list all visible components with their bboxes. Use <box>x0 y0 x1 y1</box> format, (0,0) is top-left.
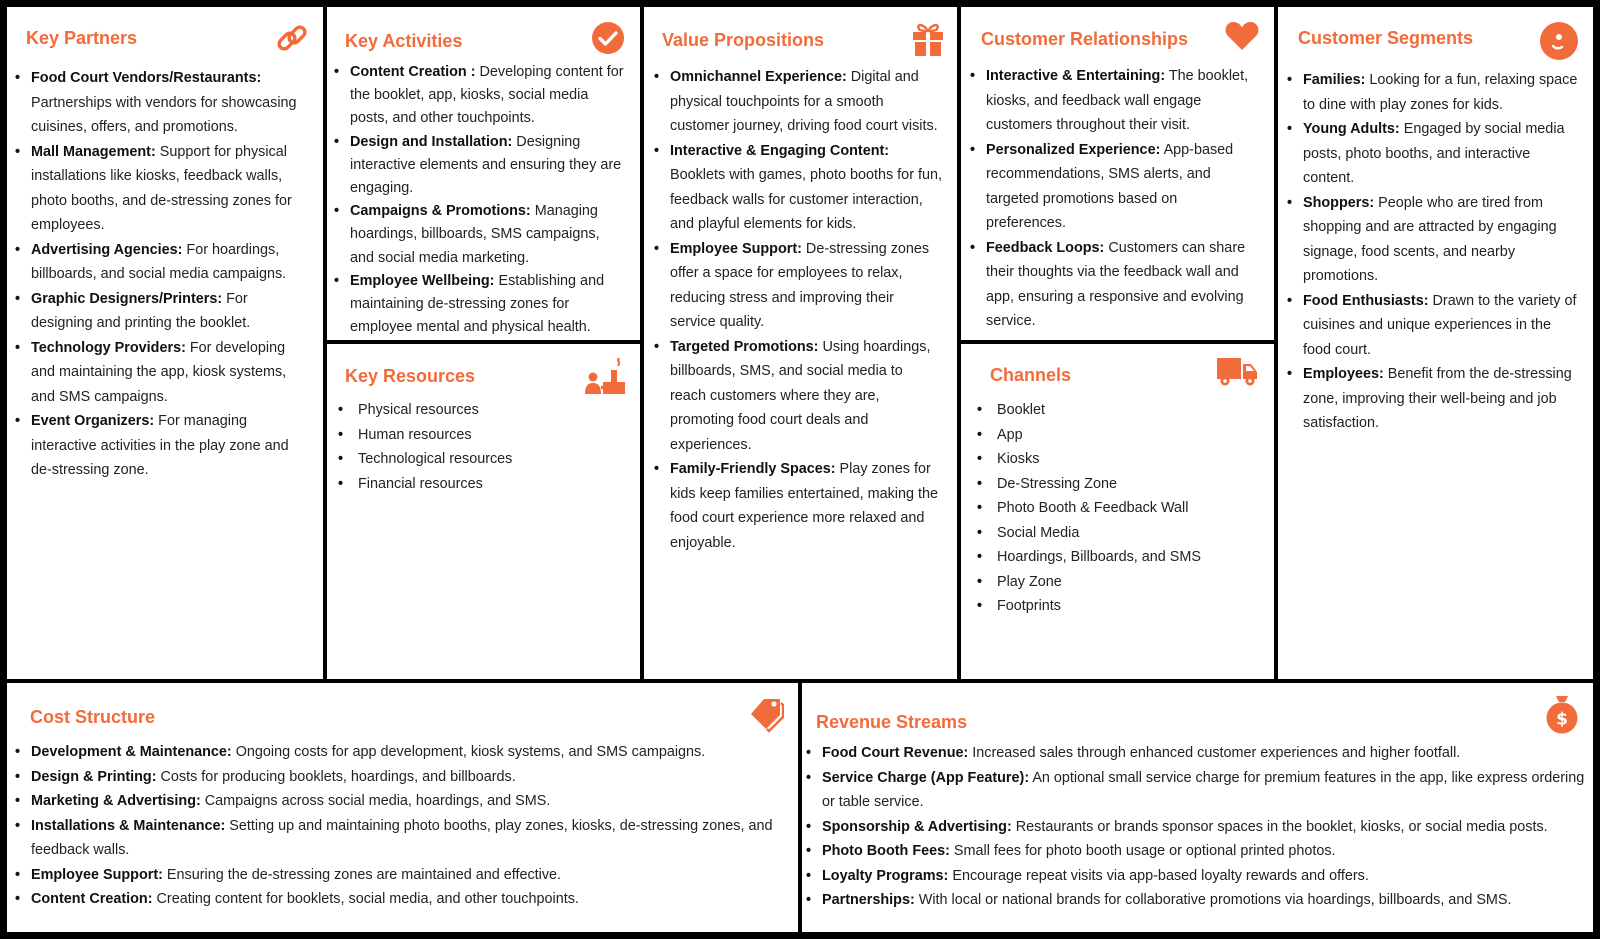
list-item <box>15 863 775 888</box>
list-item <box>1287 191 1579 289</box>
list-item <box>654 457 942 555</box>
item-heading: Photo Booth Fees: <box>822 843 950 859</box>
item-text: Ongoing costs for app development, kiosk systems, and SMS campaigns. <box>231 744 706 760</box>
list-item <box>15 740 775 765</box>
list-item <box>806 766 1586 815</box>
list-item: • Technological resources <box>338 447 618 472</box>
key-resources-title: Key Resources <box>345 366 476 386</box>
key-partners-title: Key Partners <box>26 28 138 48</box>
item-text: Managing hoardings, billboards, SMS campaigns, and social media marketing. <box>350 203 600 266</box>
link-icon <box>275 21 309 55</box>
list-item <box>654 237 942 335</box>
list-item <box>15 887 775 912</box>
list-item <box>334 270 624 340</box>
value-propositions-block <box>644 7 957 679</box>
item-text: Drawn to the variety of cuisines and unique experiences in the food court. <box>1303 292 1577 358</box>
item-text: App-based recommendations, SMS alerts, and targeted promotions based on preferences. <box>986 141 1234 231</box>
list-item <box>970 236 1260 334</box>
cost-structure-title: Cost Structure <box>30 707 156 727</box>
item-heading: Content Creation : <box>350 64 476 80</box>
item-heading: Installations & Maintenance: <box>31 817 226 834</box>
list-item: • Social Media <box>977 521 1257 546</box>
key-activities-list <box>334 61 624 339</box>
item-heading: Sponsorship & Advertising: <box>822 818 1012 835</box>
list-item <box>15 765 775 790</box>
item-heading: Omnichannel Experience: <box>670 69 847 85</box>
revenue-streams-list <box>806 741 1586 913</box>
list-item: • Play Zone <box>977 570 1257 595</box>
item-text: Partnerships with vendors for showcasing cuisines, offers, and promotions. <box>31 94 297 135</box>
list-item: • Financial resources <box>338 472 618 497</box>
item-heading: Young Adults: <box>1303 121 1400 137</box>
item-heading: Food Court Vendors/Restaurants: <box>31 70 262 86</box>
list-item <box>15 336 307 410</box>
item-text: Engaged by social media posts, photo booths, and interactive content. <box>1303 121 1565 186</box>
list-item <box>970 138 1260 236</box>
item-text: Small fees for photo booth usage or optional printed photos. <box>949 843 1336 859</box>
list-item: • Booklet <box>977 398 1257 423</box>
list-item <box>1287 117 1579 191</box>
list-item <box>654 335 942 458</box>
item-text: For developing and maintaining the app, kiosk systems, and SMS campaigns. <box>31 339 287 405</box>
item-text: Increased sales through enhanced customer experiences and higher footfall. <box>968 745 1461 761</box>
item-heading: Partnerships: <box>822 892 915 908</box>
item-heading: Food Court Revenue: <box>822 745 969 761</box>
item-text: Digital and physical touchpoints for a smooth customer journey, driving food court visits. <box>670 69 938 134</box>
item-heading: Marketing & Advertising: <box>31 793 201 809</box>
item-text: For managing interactive activities in the play zone and de-stressing zone. <box>31 413 289 478</box>
channels-list <box>977 398 1257 619</box>
item-heading: Service Charge (App Feature): <box>822 769 1030 786</box>
item-heading: Technology Providers: <box>31 339 186 356</box>
list-item: • Hoardings, Billboards, and SMS <box>977 545 1257 570</box>
list-item: • Physical resources <box>338 398 618 423</box>
list-item <box>654 139 942 237</box>
item-text: Benefit from the de-stressing zone, improving their well-being and job satisfaction. <box>1303 366 1572 431</box>
item-text: People who are tired from shopping and are attracted by engaging signage, food scents, and nearby promotions. <box>1303 194 1557 284</box>
item-text: Costs for producing booklets, hoardings, and billboards. <box>156 768 516 785</box>
list-item <box>15 814 775 863</box>
list-item: • De-Stressing Zone <box>977 472 1257 497</box>
item-heading: Targeted Promotions: <box>670 338 819 355</box>
item-heading: Event Organizers: <box>31 413 155 429</box>
item-heading: Mall Management: <box>31 143 156 160</box>
item-heading: Development & Maintenance: <box>31 744 232 760</box>
key-activities-title: Key Activities <box>345 31 463 51</box>
key-partners-block <box>7 7 323 679</box>
item-text: An optional small service charge for premium features in the app, like express ordering or table service. <box>822 769 1585 810</box>
channels-title: Channels <box>990 365 1072 385</box>
list-item <box>806 815 1586 840</box>
key-activities-block <box>327 7 640 340</box>
truck-icon <box>1216 357 1258 387</box>
item-heading: Employee Support: <box>31 866 163 883</box>
list-item <box>15 66 307 140</box>
item-text: Booklets with games, photo booths for fun, feedback walls for customer interaction, and playful elements for kids. <box>670 167 942 232</box>
list-item <box>15 409 307 483</box>
list-item <box>1287 289 1579 363</box>
key-resources-list <box>338 398 618 496</box>
item-text: Support for physical installations like kiosks, feedback walls, photo booths, and de-stressing zones for employees. <box>31 143 292 233</box>
cost-structure-block <box>7 683 798 932</box>
value-propositions-list <box>654 65 942 555</box>
item-heading: Shoppers: <box>1303 194 1375 211</box>
factory-worker-icon <box>584 356 626 396</box>
list-item <box>15 238 307 287</box>
list-item <box>806 864 1586 889</box>
money-bag-icon <box>1545 694 1579 734</box>
smiley-face-icon <box>1539 21 1579 61</box>
list-item: • App <box>977 423 1257 448</box>
item-heading: Employee Wellbeing: <box>350 272 495 289</box>
price-tags-icon <box>748 697 784 733</box>
item-heading: Interactive & Entertaining: <box>986 68 1166 84</box>
item-text: Encourage repeat visits via app-based loyalty rewards and offers. <box>948 867 1369 884</box>
item-heading: Campaigns & Promotions: <box>350 203 531 220</box>
item-text: For designing and printing the booklet. <box>31 290 251 331</box>
list-item <box>15 287 307 336</box>
item-heading: Graphic Designers/Printers: <box>31 290 223 307</box>
list-item: • Human resources <box>338 423 618 448</box>
item-text: Play zones for kids keep families entertained, making the food court experience more relaxed and enjoyable. <box>670 461 938 551</box>
list-item <box>334 200 624 270</box>
item-heading: Interactive & Engaging Content: <box>670 142 890 159</box>
item-text: The booklet, kiosks, and feedback wall engage customers throughout their visit. <box>986 68 1249 133</box>
revenue-streams-title: Revenue Streams <box>816 712 968 732</box>
item-heading: Design and Installation: <box>350 133 513 150</box>
list-item <box>806 888 1586 913</box>
item-text: Developing content for the booklet, app, kiosks, social media posts, and other touchpoints. <box>350 64 624 127</box>
item-text: Using hoardings, billboards, SMS, and social media to reach customers where they are, promoting food court deals and experiences. <box>670 338 931 453</box>
list-item <box>1287 68 1579 117</box>
item-heading: Feedback Loops: <box>986 239 1105 256</box>
item-heading: Content Creation: <box>31 891 153 907</box>
item-heading: Design & Printing: <box>31 768 157 785</box>
item-heading: Employee Support: <box>670 240 802 257</box>
list-item: • Kiosks <box>977 447 1257 472</box>
list-item: • Photo Booth & Feedback Wall <box>977 496 1257 521</box>
list-item <box>334 61 624 131</box>
list-item <box>15 789 775 814</box>
customer-segments-title: Customer Segments <box>1298 28 1474 48</box>
list-item <box>806 741 1586 766</box>
item-text: Ensuring the de-stressing zones are maintained and effective. <box>162 866 562 883</box>
list-item <box>654 65 942 139</box>
item-heading: Loyalty Programs: <box>822 867 949 884</box>
value-propositions-title: Value Propositions <box>662 30 825 50</box>
item-heading: Family-Friendly Spaces: <box>670 461 836 477</box>
customer-segments-block <box>1278 7 1593 679</box>
list-item <box>15 140 307 238</box>
channels-block <box>961 344 1274 679</box>
item-text: Setting up and maintaining photo booths, play zones, kiosks, de-stressing zones, and feedback walls. <box>31 817 773 858</box>
svg-text:$: $ <box>1556 709 1568 730</box>
customer-segments-list <box>1287 68 1579 436</box>
cost-structure-list <box>15 740 775 912</box>
list-item: • Footprints <box>977 594 1257 619</box>
item-text: Restaurants or brands sponsor spaces in the booklet, kiosks, or social media posts. <box>1011 818 1548 835</box>
revenue-streams-block <box>802 683 1593 932</box>
gift-icon <box>911 21 945 57</box>
item-text: Establishing and maintaining de-stressing zones for employee mental and physical health. <box>350 272 605 336</box>
customer-relationships-title: Customer Relationships <box>981 29 1189 49</box>
item-heading: Personalized Experience: <box>986 141 1161 158</box>
check-circle-icon <box>591 21 625 55</box>
item-heading: Food Enthusiasts: <box>1303 292 1429 309</box>
list-item <box>1287 362 1579 436</box>
item-text: With local or national brands for collaborative promotions via hoardings, billboards, and SMS. <box>914 892 1512 908</box>
item-text: For hoardings, billboards, and social media campaigns. <box>31 241 287 282</box>
key-resources-block <box>327 344 640 679</box>
item-text: Creating content for booklets, social media, and other touchpoints. <box>152 891 579 907</box>
item-text: Designing interactive elements and ensuring they are engaging. <box>350 133 622 197</box>
list-item <box>970 64 1260 138</box>
item-text: Customers can share their thoughts via the feedback wall and app, ensuring a responsive and evolving service. <box>986 239 1246 329</box>
list-item <box>334 131 624 201</box>
item-text: De-stressing zones offer a space for employees to relax, reducing stress and improving their service quality. <box>670 240 930 330</box>
item-text: Campaigns across social media, hoardings, and SMS. <box>200 793 551 809</box>
list-item <box>806 839 1586 864</box>
item-heading: Advertising Agencies: <box>31 241 183 258</box>
item-text: Looking for a fun, relaxing space to dine with play zones for kids. <box>1303 72 1578 113</box>
customer-relationships-list <box>970 64 1260 334</box>
customer-relationships-block <box>961 7 1274 340</box>
key-partners-list <box>15 66 307 483</box>
item-heading: Employees: <box>1303 366 1384 382</box>
heart-icon <box>1225 21 1259 51</box>
item-heading: Families: <box>1303 72 1366 88</box>
